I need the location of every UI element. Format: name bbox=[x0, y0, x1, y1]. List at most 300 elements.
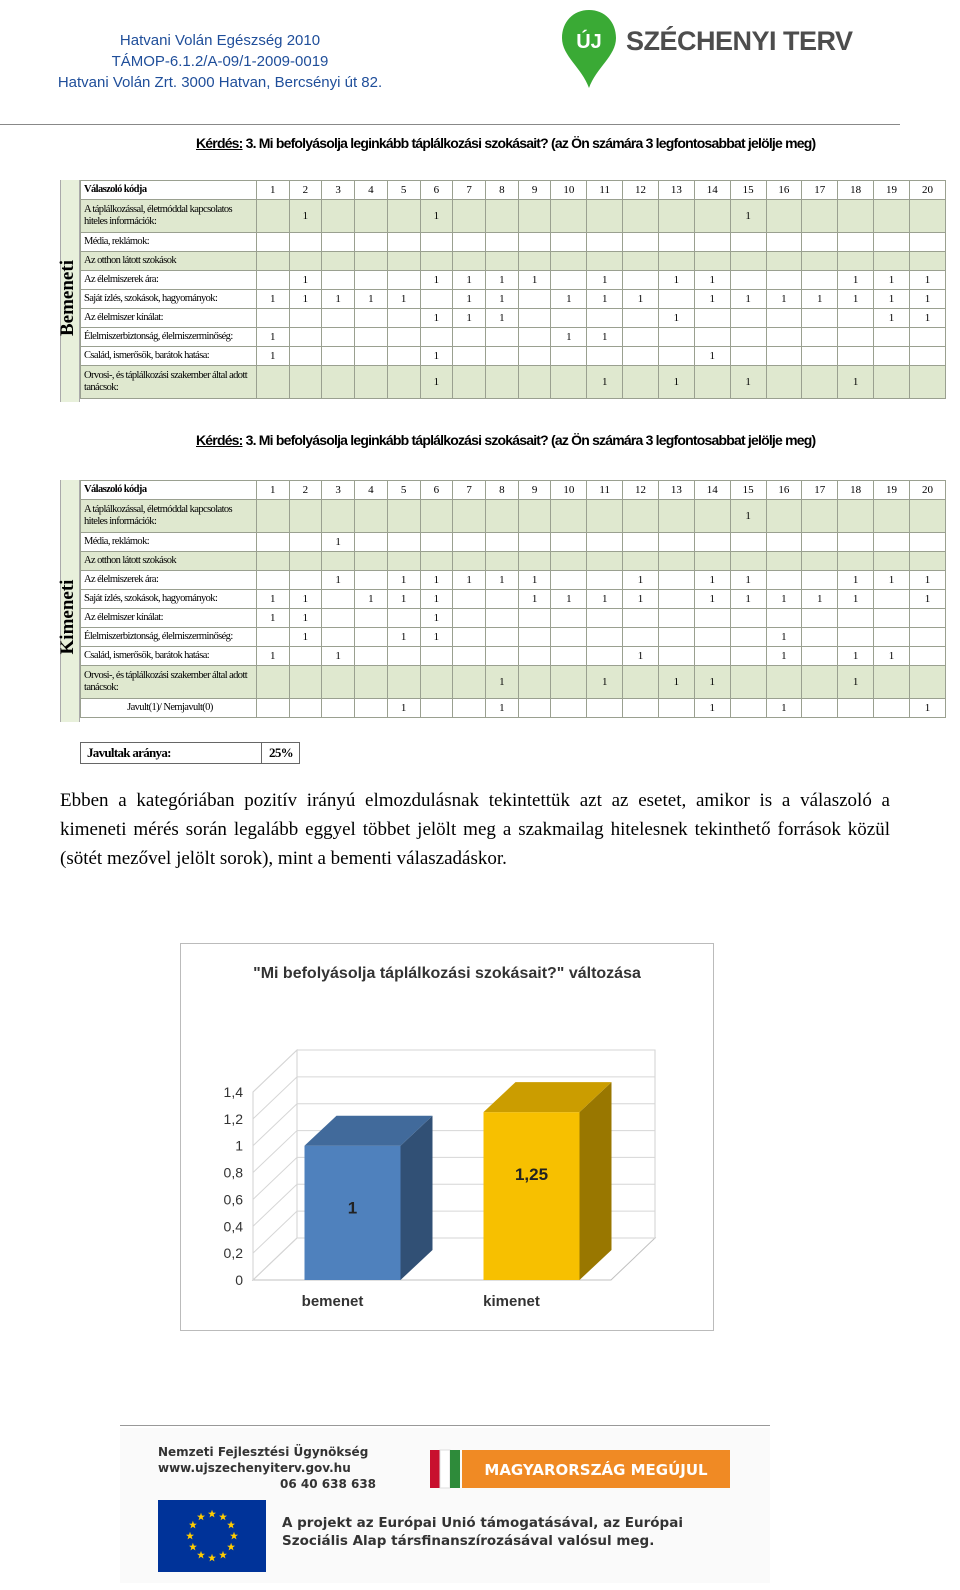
response-cell: 1 bbox=[551, 290, 587, 309]
response-cell bbox=[256, 571, 289, 590]
response-cell bbox=[420, 252, 453, 271]
table-row bbox=[81, 200, 946, 233]
response-cell bbox=[355, 200, 388, 233]
response-cell: 1 bbox=[256, 328, 289, 347]
improved-cell bbox=[289, 699, 322, 718]
response-cell bbox=[322, 200, 355, 233]
project-code: TÁMOP-6.1.2/A-09/1-2009-0019 bbox=[111, 53, 329, 70]
response-cell bbox=[802, 666, 838, 699]
respondent-code: 15 bbox=[730, 181, 766, 200]
response-cell bbox=[766, 309, 802, 328]
response-cell bbox=[587, 647, 623, 666]
response-cell: 1 bbox=[730, 571, 766, 590]
response-cell: 1 bbox=[838, 290, 874, 309]
response-cell bbox=[256, 271, 289, 290]
response-cell bbox=[518, 309, 551, 328]
footer bbox=[120, 1428, 770, 1583]
response-cell bbox=[453, 347, 486, 366]
respondent-code: 8 bbox=[485, 481, 518, 500]
improved-cell bbox=[658, 699, 694, 718]
response-cell: 1 bbox=[420, 609, 453, 628]
response-cell bbox=[730, 628, 766, 647]
response-cell bbox=[387, 309, 420, 328]
respondent-code: 13 bbox=[658, 481, 694, 500]
ratio-value: 25% bbox=[261, 743, 300, 763]
response-cell: 1 bbox=[453, 309, 486, 328]
response-cell: 1 bbox=[587, 290, 623, 309]
response-cell bbox=[387, 200, 420, 233]
response-cell: 1 bbox=[694, 571, 730, 590]
response-cell bbox=[551, 552, 587, 571]
response-cell bbox=[909, 347, 945, 366]
response-cell: 1 bbox=[485, 271, 518, 290]
response-cell bbox=[587, 500, 623, 533]
response-cell bbox=[289, 533, 322, 552]
respondent-code: 11 bbox=[587, 481, 623, 500]
response-cell bbox=[453, 647, 486, 666]
response-cell bbox=[623, 609, 659, 628]
respondent-code: 14 bbox=[694, 181, 730, 200]
response-cell bbox=[551, 647, 587, 666]
response-cell: 1 bbox=[420, 200, 453, 233]
question-text: 3. Mi befolyásolja leginkább táplálkozási szokásait? (az Ön számára 3 legfontosabbat jelölje meg) bbox=[245, 135, 816, 151]
eu-funding-note bbox=[282, 1514, 683, 1550]
response-cell bbox=[802, 200, 838, 233]
response-cell bbox=[874, 252, 910, 271]
respondent-code: 1 bbox=[256, 181, 289, 200]
response-cell bbox=[453, 609, 486, 628]
table-row bbox=[81, 309, 946, 328]
response-cell bbox=[322, 347, 355, 366]
table-row bbox=[81, 552, 946, 571]
response-cell bbox=[485, 552, 518, 571]
response-cell bbox=[623, 666, 659, 699]
respondent-code: 13 bbox=[658, 181, 694, 200]
response-cell: 1 bbox=[289, 200, 322, 233]
row-label: Média, reklámok: bbox=[81, 233, 257, 252]
header-divider bbox=[0, 124, 900, 125]
table-row bbox=[81, 290, 946, 309]
response-cell: 1 bbox=[289, 628, 322, 647]
response-cell bbox=[485, 252, 518, 271]
response-cell bbox=[694, 200, 730, 233]
response-cell: 1 bbox=[289, 290, 322, 309]
response-cell bbox=[802, 252, 838, 271]
response-cell: 1 bbox=[420, 628, 453, 647]
response-cell bbox=[289, 347, 322, 366]
row-label: Család, ismerősök, barátok hatása: bbox=[81, 647, 257, 666]
y-tick-label: 0,8 bbox=[223, 1164, 243, 1181]
response-cell bbox=[730, 609, 766, 628]
response-cell bbox=[551, 571, 587, 590]
response-cell bbox=[802, 571, 838, 590]
response-cell: 1 bbox=[551, 328, 587, 347]
response-cell: 1 bbox=[874, 309, 910, 328]
response-cell bbox=[874, 366, 910, 399]
project-header bbox=[50, 30, 390, 93]
response-cell: 1 bbox=[874, 271, 910, 290]
response-cell: 1 bbox=[256, 590, 289, 609]
response-cell bbox=[453, 666, 486, 699]
chart-title: "Mi befolyásolja táplálkozási szokásait?" változása bbox=[253, 965, 641, 982]
response-cell: 1 bbox=[658, 309, 694, 328]
response-cell bbox=[256, 628, 289, 647]
response-cell: 1 bbox=[838, 666, 874, 699]
response-cell bbox=[355, 628, 388, 647]
table-row bbox=[81, 533, 946, 552]
data-label: 1 bbox=[347, 1198, 358, 1218]
eu-flag-icon bbox=[158, 1500, 266, 1572]
response-cell: 1 bbox=[518, 590, 551, 609]
response-cell bbox=[909, 552, 945, 571]
response-cell bbox=[587, 552, 623, 571]
response-cell: 1 bbox=[355, 590, 388, 609]
table-row bbox=[81, 233, 946, 252]
question-heading-1 bbox=[196, 135, 815, 151]
response-cell bbox=[289, 328, 322, 347]
response-cell bbox=[766, 271, 802, 290]
response-cell bbox=[518, 366, 551, 399]
response-cell bbox=[587, 233, 623, 252]
response-cell bbox=[587, 347, 623, 366]
response-cell bbox=[909, 200, 945, 233]
response-cell bbox=[355, 366, 388, 399]
response-cell bbox=[802, 366, 838, 399]
response-cell bbox=[802, 552, 838, 571]
response-cell bbox=[518, 552, 551, 571]
response-cell bbox=[658, 609, 694, 628]
response-cell bbox=[355, 500, 388, 533]
improved-cell: 1 bbox=[909, 699, 945, 718]
response-cell: 1 bbox=[420, 271, 453, 290]
response-cell bbox=[766, 252, 802, 271]
response-cell bbox=[387, 271, 420, 290]
response-cell: 1 bbox=[766, 647, 802, 666]
response-cell bbox=[730, 647, 766, 666]
response-cell: 1 bbox=[289, 590, 322, 609]
bar-side-kimenet bbox=[580, 1082, 612, 1280]
response-cell bbox=[551, 252, 587, 271]
response-cell bbox=[355, 347, 388, 366]
response-cell bbox=[730, 271, 766, 290]
response-cell: 1 bbox=[587, 666, 623, 699]
table-row bbox=[81, 571, 946, 590]
question-label: Kérdés: bbox=[196, 432, 243, 448]
response-cell: 1 bbox=[694, 347, 730, 366]
improved-cell bbox=[256, 699, 289, 718]
response-cell bbox=[587, 609, 623, 628]
response-cell bbox=[355, 571, 388, 590]
response-cell bbox=[694, 328, 730, 347]
response-cell: 1 bbox=[485, 309, 518, 328]
response-cell bbox=[838, 347, 874, 366]
response-cell bbox=[322, 328, 355, 347]
response-cell: 1 bbox=[623, 590, 659, 609]
response-cell: 1 bbox=[518, 271, 551, 290]
respondent-code: 6 bbox=[420, 181, 453, 200]
response-cell bbox=[289, 366, 322, 399]
row-label: Az otthon látott szokások bbox=[81, 252, 257, 271]
improved-cell: 1 bbox=[766, 699, 802, 718]
response-cell bbox=[256, 500, 289, 533]
respondent-code: 7 bbox=[453, 481, 486, 500]
response-cell bbox=[355, 271, 388, 290]
table-row bbox=[81, 590, 946, 609]
respondent-code: 20 bbox=[909, 181, 945, 200]
response-cell bbox=[623, 366, 659, 399]
response-cell bbox=[658, 500, 694, 533]
side-label-bemeneti: Bemeneti bbox=[57, 260, 78, 336]
response-cell bbox=[766, 200, 802, 233]
response-cell bbox=[623, 233, 659, 252]
response-cell bbox=[766, 666, 802, 699]
response-cell: 1 bbox=[838, 590, 874, 609]
question-label: Kérdés: bbox=[196, 135, 243, 151]
response-cell bbox=[289, 309, 322, 328]
row-label: Élelmiszerbiztonság, élelmiszerminőség: bbox=[81, 328, 257, 347]
response-cell bbox=[355, 609, 388, 628]
response-cell: 1 bbox=[256, 647, 289, 666]
response-cell bbox=[453, 328, 486, 347]
response-cell bbox=[909, 328, 945, 347]
logo-badge: ÚJ bbox=[576, 31, 602, 53]
response-cell bbox=[730, 552, 766, 571]
respondent-code-header: Válaszoló kódja bbox=[81, 181, 257, 200]
response-cell: 1 bbox=[256, 347, 289, 366]
response-cell bbox=[623, 328, 659, 347]
response-cell bbox=[874, 628, 910, 647]
response-cell bbox=[289, 571, 322, 590]
response-cell bbox=[658, 590, 694, 609]
response-cell bbox=[387, 533, 420, 552]
improved-cell bbox=[587, 699, 623, 718]
improved-cell bbox=[802, 699, 838, 718]
response-cell bbox=[355, 647, 388, 666]
improved-cell bbox=[838, 699, 874, 718]
response-cell bbox=[322, 233, 355, 252]
response-cell: 1 bbox=[802, 590, 838, 609]
response-cell bbox=[485, 533, 518, 552]
response-cell bbox=[322, 590, 355, 609]
response-cell bbox=[453, 628, 486, 647]
logo-text: SZÉCHENYI TERV bbox=[626, 26, 853, 56]
respondent-code: 9 bbox=[518, 181, 551, 200]
response-cell bbox=[551, 347, 587, 366]
response-cell bbox=[355, 533, 388, 552]
response-cell bbox=[766, 233, 802, 252]
table-header-row bbox=[81, 181, 946, 200]
response-cell: 1 bbox=[420, 366, 453, 399]
y-tick-label: 0 bbox=[235, 1272, 243, 1288]
data-label: 1,25 bbox=[514, 1165, 549, 1185]
row-label: Az élelmiszer kínálat: bbox=[81, 609, 257, 628]
response-cell bbox=[551, 533, 587, 552]
respondent-code: 17 bbox=[802, 181, 838, 200]
response-cell: 1 bbox=[485, 571, 518, 590]
response-cell bbox=[256, 309, 289, 328]
response-cell bbox=[874, 609, 910, 628]
response-cell: 1 bbox=[909, 309, 945, 328]
row-label: Család, ismerősök, barátok hatása: bbox=[81, 347, 257, 366]
response-cell: 1 bbox=[694, 271, 730, 290]
response-cell bbox=[694, 500, 730, 533]
response-cell bbox=[322, 366, 355, 399]
response-cell bbox=[518, 500, 551, 533]
improved-cell bbox=[730, 699, 766, 718]
response-cell bbox=[802, 233, 838, 252]
response-cell bbox=[730, 309, 766, 328]
response-cell bbox=[322, 500, 355, 533]
respondent-code: 18 bbox=[838, 181, 874, 200]
response-cell bbox=[874, 233, 910, 252]
respondent-code: 2 bbox=[289, 481, 322, 500]
response-cell bbox=[289, 252, 322, 271]
table-row bbox=[81, 347, 946, 366]
response-cell bbox=[518, 200, 551, 233]
response-cell bbox=[551, 366, 587, 399]
response-cell bbox=[322, 666, 355, 699]
y-tick-label: 1 bbox=[235, 1137, 243, 1154]
response-cell bbox=[551, 609, 587, 628]
response-cell bbox=[256, 533, 289, 552]
table-header-row bbox=[81, 481, 946, 500]
response-cell bbox=[256, 366, 289, 399]
response-cell: 1 bbox=[874, 647, 910, 666]
y-tick-label: 0,2 bbox=[223, 1245, 243, 1262]
response-cell bbox=[909, 500, 945, 533]
response-cell bbox=[518, 233, 551, 252]
response-cell bbox=[838, 200, 874, 233]
response-cell bbox=[730, 328, 766, 347]
row-label: Saját ízlés, szokások, hagyományok: bbox=[81, 590, 257, 609]
agency-phone: 06 40 638 638 bbox=[280, 1477, 377, 1491]
response-cell bbox=[355, 233, 388, 252]
response-cell bbox=[453, 533, 486, 552]
response-cell bbox=[485, 233, 518, 252]
improved-cell bbox=[322, 699, 355, 718]
response-cell bbox=[694, 628, 730, 647]
response-cell bbox=[694, 533, 730, 552]
response-cell: 1 bbox=[766, 628, 802, 647]
response-cell bbox=[658, 571, 694, 590]
response-cell: 1 bbox=[355, 290, 388, 309]
response-cell: 1 bbox=[658, 666, 694, 699]
response-cell bbox=[518, 647, 551, 666]
response-cell: 1 bbox=[322, 647, 355, 666]
response-cell: 1 bbox=[730, 366, 766, 399]
response-cell bbox=[838, 533, 874, 552]
response-cell bbox=[518, 290, 551, 309]
response-cell bbox=[623, 347, 659, 366]
response-cell bbox=[355, 252, 388, 271]
improved-cell bbox=[355, 699, 388, 718]
response-cell bbox=[766, 533, 802, 552]
response-cell bbox=[802, 628, 838, 647]
eu-note-line2: Szociális Alap társfinanszírozásával valósul meg. bbox=[282, 1533, 655, 1549]
response-cell bbox=[838, 552, 874, 571]
response-cell: 1 bbox=[485, 290, 518, 309]
chart-svg bbox=[181, 944, 713, 1330]
response-cell: 1 bbox=[420, 590, 453, 609]
respondent-code: 10 bbox=[551, 481, 587, 500]
response-cell bbox=[587, 533, 623, 552]
response-cell bbox=[658, 200, 694, 233]
response-cell: 1 bbox=[766, 590, 802, 609]
response-cell: 1 bbox=[322, 533, 355, 552]
response-cell bbox=[453, 233, 486, 252]
szechenyi-terv-logo bbox=[560, 8, 860, 93]
response-cell bbox=[874, 552, 910, 571]
row-label: Média, reklámok: bbox=[81, 533, 257, 552]
response-cell: 1 bbox=[730, 500, 766, 533]
respondent-code: 20 bbox=[909, 481, 945, 500]
response-cell bbox=[587, 628, 623, 647]
respondent-code: 9 bbox=[518, 481, 551, 500]
response-cell: 1 bbox=[909, 271, 945, 290]
response-cell bbox=[322, 552, 355, 571]
response-cell: 1 bbox=[256, 609, 289, 628]
response-cell: 1 bbox=[838, 571, 874, 590]
response-cell bbox=[453, 252, 486, 271]
response-cell bbox=[518, 328, 551, 347]
response-cell: 1 bbox=[420, 347, 453, 366]
agency-website: www.ujszechenyiterv.gov.hu bbox=[158, 1461, 351, 1475]
table-row bbox=[81, 609, 946, 628]
response-cell: 1 bbox=[909, 590, 945, 609]
row-label: Élelmiszerbiztonság, élelmiszerminőség: bbox=[81, 628, 257, 647]
response-cell bbox=[453, 590, 486, 609]
improved-cell bbox=[874, 699, 910, 718]
response-cell: 1 bbox=[838, 271, 874, 290]
response-cell bbox=[909, 666, 945, 699]
x-tick-label: kimenet bbox=[483, 1293, 540, 1310]
response-cell bbox=[802, 609, 838, 628]
y-tick-label: 0,4 bbox=[223, 1218, 243, 1235]
change-chart bbox=[180, 943, 714, 1331]
response-cell bbox=[387, 500, 420, 533]
row-label: Az otthon látott szokások bbox=[81, 552, 257, 571]
response-cell: 1 bbox=[874, 571, 910, 590]
response-cell: 1 bbox=[387, 628, 420, 647]
response-cell: 1 bbox=[518, 571, 551, 590]
row-label: Orvosi-, és táplálkozási szakember által adott tanácsok: bbox=[81, 366, 257, 399]
respondent-code: 5 bbox=[387, 181, 420, 200]
response-cell bbox=[518, 347, 551, 366]
response-cell bbox=[766, 500, 802, 533]
respondent-code: 11 bbox=[587, 181, 623, 200]
respondent-code: 16 bbox=[766, 181, 802, 200]
response-cell: 1 bbox=[256, 290, 289, 309]
project-address: Hatvani Volán Zrt. 3000 Hatvan, Bercsényi út 82. bbox=[57, 74, 383, 91]
response-cell bbox=[453, 200, 486, 233]
response-cell bbox=[387, 233, 420, 252]
row-label: Az élelmiszerek ára: bbox=[81, 571, 257, 590]
respondent-code: 18 bbox=[838, 481, 874, 500]
response-cell bbox=[587, 200, 623, 233]
response-cell bbox=[587, 309, 623, 328]
respondent-code: 5 bbox=[387, 481, 420, 500]
response-cell bbox=[909, 233, 945, 252]
table-row bbox=[81, 252, 946, 271]
response-cell bbox=[838, 628, 874, 647]
response-cell bbox=[420, 233, 453, 252]
respondent-code: 4 bbox=[355, 481, 388, 500]
improved-cell: 1 bbox=[694, 699, 730, 718]
respondent-code: 6 bbox=[420, 481, 453, 500]
response-cell: 1 bbox=[730, 590, 766, 609]
respondent-code: 19 bbox=[874, 181, 910, 200]
response-cell bbox=[623, 533, 659, 552]
